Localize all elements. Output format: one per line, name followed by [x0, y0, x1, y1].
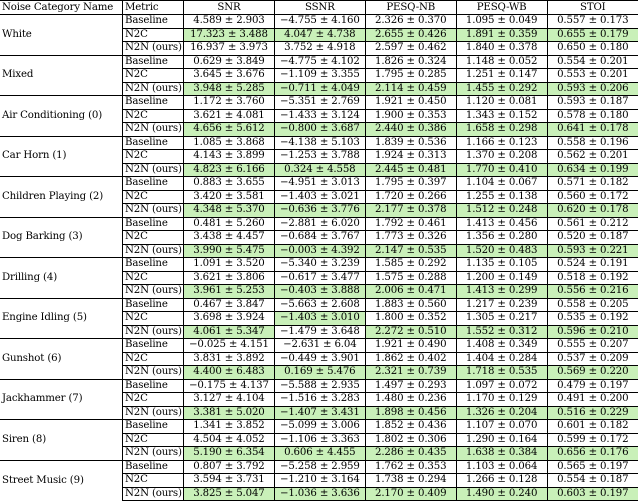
ssnr-value-cell: −1.403 ± 3.021 [274, 190, 365, 204]
ssnr-value-cell: −0.636 ± 3.776 [274, 204, 365, 218]
pesq-nb-value-cell: 1.852 ± 0.436 [365, 420, 456, 434]
ssnr-value-cell: 0.606 ± 4.455 [274, 447, 365, 461]
header-pesq-wb: PESQ-WB [456, 1, 547, 15]
ssnr-value-cell: −5.588 ± 2.935 [274, 379, 365, 393]
pesq-nb-value-cell: 2.655 ± 0.426 [365, 28, 456, 42]
ssnr-value-cell: −5.663 ± 2.608 [274, 298, 365, 312]
pesq-wb-value-cell: 1.840 ± 0.378 [456, 42, 547, 56]
ssnr-value-cell: 4.047 ± 4.738 [274, 28, 365, 42]
snr-value-cell: −0.175 ± 4.137 [184, 379, 275, 393]
pesq-wb-value-cell: 1.095 ± 0.049 [456, 15, 547, 29]
pesq-wb-value-cell: 1.658 ± 0.298 [456, 123, 547, 137]
stoi-value-cell: 0.553 ± 0.201 [547, 69, 638, 83]
snr-value-cell: 4.656 ± 5.612 [184, 123, 275, 137]
ssnr-value-cell: −5.258 ± 2.959 [274, 460, 365, 474]
pesq-nb-value-cell: 1.921 ± 0.490 [365, 339, 456, 353]
snr-value-cell: 4.823 ± 6.166 [184, 163, 275, 177]
table-row [0, 96, 638, 110]
pesq-wb-value-cell: 1.290 ± 0.164 [456, 433, 547, 447]
metric-cell: N2N (ours) [123, 204, 184, 218]
table-row [0, 420, 638, 434]
pesq-wb-value-cell: 1.266 ± 0.128 [456, 474, 547, 488]
metric-cell: Baseline [123, 15, 184, 29]
pesq-wb-value-cell: 1.217 ± 0.239 [456, 298, 547, 312]
ssnr-value-cell: −0.617 ± 3.477 [274, 271, 365, 285]
snr-value-cell: 3.825 ± 5.047 [184, 487, 275, 501]
stoi-value-cell: 0.535 ± 0.192 [547, 312, 638, 326]
snr-value-cell: 0.467 ± 3.847 [184, 298, 275, 312]
pesq-nb-value-cell: 1.795 ± 0.285 [365, 69, 456, 83]
pesq-nb-value-cell: 1.497 ± 0.293 [365, 379, 456, 393]
metric-cell: N2N (ours) [123, 123, 184, 137]
header-ssnr: SSNR [274, 1, 365, 15]
pesq-nb-value-cell: 1.839 ± 0.536 [365, 136, 456, 150]
ssnr-value-cell: −5.099 ± 3.006 [274, 420, 365, 434]
metric-cell: Baseline [123, 460, 184, 474]
pesq-wb-value-cell: 1.455 ± 0.292 [456, 82, 547, 96]
pesq-nb-value-cell: 1.738 ± 0.294 [365, 474, 456, 488]
snr-value-cell: 3.127 ± 4.104 [184, 393, 275, 407]
pesq-wb-value-cell: 1.891 ± 0.359 [456, 28, 547, 42]
pesq-nb-value-cell: 1.585 ± 0.292 [365, 258, 456, 272]
ssnr-value-cell: −4.951 ± 3.013 [274, 177, 365, 191]
noise-category-cell: Drilling (4) [0, 258, 123, 299]
pesq-nb-value-cell: 2.445 ± 0.481 [365, 163, 456, 177]
stoi-value-cell: 0.655 ± 0.179 [547, 28, 638, 42]
stoi-value-cell: 0.656 ± 0.176 [547, 447, 638, 461]
header-pesq-nb: PESQ-NB [365, 1, 456, 15]
ssnr-value-cell: −1.479 ± 3.648 [274, 325, 365, 339]
pesq-wb-value-cell: 1.770 ± 0.410 [456, 163, 547, 177]
snr-value-cell: 3.621 ± 4.081 [184, 109, 275, 123]
ssnr-value-cell: −0.684 ± 3.767 [274, 231, 365, 245]
snr-value-cell: 3.645 ± 3.676 [184, 69, 275, 83]
table-body [0, 15, 638, 501]
pesq-nb-value-cell: 2.147 ± 0.535 [365, 244, 456, 258]
ssnr-value-cell: −1.407 ± 3.431 [274, 406, 365, 420]
metric-cell: N2N (ours) [123, 325, 184, 339]
stoi-value-cell: 0.554 ± 0.187 [547, 474, 638, 488]
metric-cell: Baseline [123, 298, 184, 312]
ssnr-value-cell: −4.755 ± 4.160 [274, 15, 365, 29]
pesq-wb-value-cell: 1.166 ± 0.123 [456, 136, 547, 150]
stoi-value-cell: 0.561 ± 0.212 [547, 217, 638, 231]
table-row [0, 379, 638, 393]
table-row [0, 177, 638, 191]
pesq-wb-value-cell: 1.170 ± 0.129 [456, 393, 547, 407]
snr-value-cell: 0.883 ± 3.655 [184, 177, 275, 191]
pesq-nb-value-cell: 2.321 ± 0.739 [365, 366, 456, 380]
pesq-nb-value-cell: 2.597 ± 0.462 [365, 42, 456, 56]
pesq-wb-value-cell: 1.413 ± 0.299 [456, 285, 547, 299]
stoi-value-cell: 0.593 ± 0.221 [547, 244, 638, 258]
metric-cell: N2C [123, 352, 184, 366]
stoi-value-cell: 0.558 ± 0.205 [547, 298, 638, 312]
snr-value-cell: 3.831 ± 3.892 [184, 352, 275, 366]
pesq-wb-value-cell: 1.135 ± 0.105 [456, 258, 547, 272]
metric-cell: N2C [123, 312, 184, 326]
pesq-nb-value-cell: 1.575 ± 0.288 [365, 271, 456, 285]
snr-value-cell: 3.961 ± 5.253 [184, 285, 275, 299]
table-row [0, 15, 638, 29]
pesq-wb-value-cell: 1.104 ± 0.067 [456, 177, 547, 191]
pesq-nb-value-cell: 1.792 ± 0.461 [365, 217, 456, 231]
stoi-value-cell: 0.562 ± 0.201 [547, 150, 638, 164]
noise-category-cell: White [0, 15, 123, 56]
stoi-value-cell: 0.571 ± 0.182 [547, 177, 638, 191]
stoi-value-cell: 0.558 ± 0.196 [547, 136, 638, 150]
pesq-wb-value-cell: 1.097 ± 0.072 [456, 379, 547, 393]
table-row [0, 460, 638, 474]
metric-cell: N2N (ours) [123, 82, 184, 96]
metric-cell: N2N (ours) [123, 42, 184, 56]
stoi-value-cell: 0.516 ± 0.229 [547, 406, 638, 420]
header-row [0, 1, 638, 15]
noise-category-cell: Car Horn (1) [0, 136, 123, 177]
snr-value-cell: 3.420 ± 3.581 [184, 190, 275, 204]
ssnr-value-cell: −0.403 ± 3.888 [274, 285, 365, 299]
pesq-wb-value-cell: 1.200 ± 0.149 [456, 271, 547, 285]
metric-cell: N2C [123, 190, 184, 204]
pesq-wb-value-cell: 1.343 ± 0.152 [456, 109, 547, 123]
stoi-value-cell: 0.593 ± 0.206 [547, 82, 638, 96]
table-row [0, 258, 638, 272]
snr-value-cell: 16.937 ± 3.973 [184, 42, 275, 56]
snr-value-cell: 4.348 ± 5.370 [184, 204, 275, 218]
stoi-value-cell: 0.554 ± 0.201 [547, 55, 638, 69]
stoi-value-cell: 0.578 ± 0.180 [547, 109, 638, 123]
metric-cell: N2N (ours) [123, 487, 184, 501]
snr-value-cell: −0.025 ± 4.151 [184, 339, 275, 353]
pesq-nb-value-cell: 2.114 ± 0.459 [365, 82, 456, 96]
metric-cell: N2C [123, 393, 184, 407]
pesq-wb-value-cell: 1.520 ± 0.483 [456, 244, 547, 258]
snr-value-cell: 17.323 ± 3.488 [184, 28, 275, 42]
ssnr-value-cell: 0.169 ± 5.476 [274, 366, 365, 380]
pesq-wb-value-cell: 1.356 ± 0.280 [456, 231, 547, 245]
ssnr-value-cell: −1.403 ± 3.010 [274, 312, 365, 326]
snr-value-cell: 4.400 ± 6.483 [184, 366, 275, 380]
ssnr-value-cell: −1.433 ± 3.124 [274, 109, 365, 123]
metric-cell: N2N (ours) [123, 447, 184, 461]
header-snr: SNR [184, 1, 275, 15]
pesq-nb-value-cell: 1.802 ± 0.306 [365, 433, 456, 447]
metric-cell: N2N (ours) [123, 244, 184, 258]
metric-cell: N2C [123, 271, 184, 285]
pesq-wb-value-cell: 1.120 ± 0.081 [456, 96, 547, 110]
ssnr-value-cell: −1.036 ± 3.636 [274, 487, 365, 501]
snr-value-cell: 3.621 ± 3.806 [184, 271, 275, 285]
metric-cell: N2C [123, 433, 184, 447]
metric-cell: Baseline [123, 379, 184, 393]
metric-cell: Baseline [123, 420, 184, 434]
pesq-wb-value-cell: 1.370 ± 0.208 [456, 150, 547, 164]
metric-cell: N2C [123, 231, 184, 245]
pesq-nb-value-cell: 1.800 ± 0.352 [365, 312, 456, 326]
snr-value-cell: 1.091 ± 3.520 [184, 258, 275, 272]
stoi-value-cell: 0.569 ± 0.220 [547, 366, 638, 380]
metric-cell: N2N (ours) [123, 285, 184, 299]
noise-category-cell: Dog Barking (3) [0, 217, 123, 258]
pesq-wb-value-cell: 1.148 ± 0.052 [456, 55, 547, 69]
pesq-wb-value-cell: 1.512 ± 0.248 [456, 204, 547, 218]
snr-value-cell: 3.381 ± 5.020 [184, 406, 275, 420]
stoi-value-cell: 0.641 ± 0.178 [547, 123, 638, 137]
pesq-nb-value-cell: 1.826 ± 0.324 [365, 55, 456, 69]
pesq-nb-value-cell: 2.177 ± 0.378 [365, 204, 456, 218]
snr-value-cell: 0.629 ± 3.849 [184, 55, 275, 69]
pesq-wb-value-cell: 1.490 ± 0.240 [456, 487, 547, 501]
pesq-nb-value-cell: 1.795 ± 0.397 [365, 177, 456, 191]
stoi-value-cell: 0.650 ± 0.180 [547, 42, 638, 56]
pesq-nb-value-cell: 2.286 ± 0.435 [365, 447, 456, 461]
stoi-value-cell: 0.599 ± 0.172 [547, 433, 638, 447]
pesq-nb-value-cell: 1.924 ± 0.313 [365, 150, 456, 164]
pesq-nb-value-cell: 1.921 ± 0.450 [365, 96, 456, 110]
pesq-nb-value-cell: 1.773 ± 0.326 [365, 231, 456, 245]
stoi-value-cell: 0.537 ± 0.209 [547, 352, 638, 366]
pesq-wb-value-cell: 1.255 ± 0.138 [456, 190, 547, 204]
metric-cell: Baseline [123, 96, 184, 110]
stoi-value-cell: 0.565 ± 0.197 [547, 460, 638, 474]
ssnr-value-cell: −1.210 ± 3.164 [274, 474, 365, 488]
noise-category-cell: Gunshot (6) [0, 339, 123, 380]
pesq-wb-value-cell: 1.404 ± 0.284 [456, 352, 547, 366]
snr-value-cell: 5.190 ± 6.354 [184, 447, 275, 461]
table-row [0, 298, 638, 312]
noise-category-cell: Siren (8) [0, 420, 123, 461]
snr-value-cell: 1.085 ± 3.868 [184, 136, 275, 150]
table-row [0, 339, 638, 353]
noise-category-cell: Jackhammer (7) [0, 379, 123, 420]
ssnr-value-cell: −5.340 ± 3.239 [274, 258, 365, 272]
pesq-wb-value-cell: 1.638 ± 0.384 [456, 447, 547, 461]
stoi-value-cell: 0.491 ± 0.200 [547, 393, 638, 407]
metric-cell: Baseline [123, 339, 184, 353]
noise-category-cell: Engine Idling (5) [0, 298, 123, 339]
pesq-wb-value-cell: 1.552 ± 0.312 [456, 325, 547, 339]
pesq-nb-value-cell: 2.440 ± 0.386 [365, 123, 456, 137]
snr-value-cell: 4.061 ± 5.347 [184, 325, 275, 339]
stoi-value-cell: 0.603 ± 0.197 [547, 487, 638, 501]
stoi-value-cell: 0.520 ± 0.187 [547, 231, 638, 245]
stoi-value-cell: 0.557 ± 0.173 [547, 15, 638, 29]
ssnr-value-cell: −4.775 ± 4.102 [274, 55, 365, 69]
noise-category-cell: Street Music (9) [0, 460, 123, 501]
metric-cell: Baseline [123, 136, 184, 150]
pesq-wb-value-cell: 1.718 ± 0.535 [456, 366, 547, 380]
snr-value-cell: 3.594 ± 3.731 [184, 474, 275, 488]
snr-value-cell: 3.438 ± 4.457 [184, 231, 275, 245]
header-metric: Metric [123, 1, 184, 15]
metric-cell: Baseline [123, 177, 184, 191]
stoi-value-cell: 0.634 ± 0.199 [547, 163, 638, 177]
header-noise-category: Noise Category Name [0, 1, 123, 15]
pesq-wb-value-cell: 1.251 ± 0.147 [456, 69, 547, 83]
ssnr-value-cell: −0.800 ± 3.687 [274, 123, 365, 137]
metric-cell: N2C [123, 28, 184, 42]
ssnr-value-cell: −1.106 ± 3.363 [274, 433, 365, 447]
stoi-value-cell: 0.560 ± 0.172 [547, 190, 638, 204]
stoi-value-cell: 0.620 ± 0.178 [547, 204, 638, 218]
metric-cell: N2N (ours) [123, 163, 184, 177]
pesq-nb-value-cell: 2.006 ± 0.471 [365, 285, 456, 299]
ssnr-value-cell: −2.631 ± 6.04 [274, 339, 365, 353]
metric-cell: N2C [123, 150, 184, 164]
pesq-wb-value-cell: 1.107 ± 0.070 [456, 420, 547, 434]
table-row [0, 55, 638, 69]
stoi-value-cell: 0.479 ± 0.197 [547, 379, 638, 393]
ssnr-value-cell: 3.752 ± 4.918 [274, 42, 365, 56]
snr-value-cell: 0.807 ± 3.792 [184, 460, 275, 474]
snr-value-cell: 1.341 ± 3.852 [184, 420, 275, 434]
ssnr-value-cell: −5.351 ± 2.769 [274, 96, 365, 110]
ssnr-value-cell: −2.881 ± 6.020 [274, 217, 365, 231]
table-row [0, 217, 638, 231]
ssnr-value-cell: 0.324 ± 4.558 [274, 163, 365, 177]
metric-cell: Baseline [123, 55, 184, 69]
metric-cell: N2C [123, 474, 184, 488]
stoi-value-cell: 0.596 ± 0.210 [547, 325, 638, 339]
snr-value-cell: 4.589 ± 2.903 [184, 15, 275, 29]
ssnr-value-cell: −4.138 ± 5.103 [274, 136, 365, 150]
snr-value-cell: 0.481 ± 5.260 [184, 217, 275, 231]
metric-cell: N2N (ours) [123, 406, 184, 420]
snr-value-cell: 3.990 ± 5.475 [184, 244, 275, 258]
metric-cell: Baseline [123, 258, 184, 272]
snr-value-cell: 3.698 ± 3.924 [184, 312, 275, 326]
metric-cell: Baseline [123, 217, 184, 231]
ssnr-value-cell: −0.449 ± 3.901 [274, 352, 365, 366]
stoi-value-cell: 0.556 ± 0.216 [547, 285, 638, 299]
snr-value-cell: 3.948 ± 5.285 [184, 82, 275, 96]
ssnr-value-cell: −1.109 ± 3.355 [274, 69, 365, 83]
noise-category-cell: Air Conditioning (0) [0, 96, 123, 137]
ssnr-value-cell: −1.516 ± 3.283 [274, 393, 365, 407]
pesq-nb-value-cell: 2.272 ± 0.510 [365, 325, 456, 339]
noise-category-cell: Children Playing (2) [0, 177, 123, 218]
header-stoi: STOI [547, 1, 638, 15]
pesq-nb-value-cell: 2.326 ± 0.370 [365, 15, 456, 29]
pesq-wb-value-cell: 1.408 ± 0.349 [456, 339, 547, 353]
stoi-value-cell: 0.601 ± 0.182 [547, 420, 638, 434]
stoi-value-cell: 0.555 ± 0.207 [547, 339, 638, 353]
pesq-nb-value-cell: 1.898 ± 0.456 [365, 406, 456, 420]
stoi-value-cell: 0.518 ± 0.192 [547, 271, 638, 285]
pesq-nb-value-cell: 2.170 ± 0.409 [365, 487, 456, 501]
pesq-nb-value-cell: 1.720 ± 0.266 [365, 190, 456, 204]
pesq-wb-value-cell: 1.413 ± 0.456 [456, 217, 547, 231]
pesq-wb-value-cell: 1.103 ± 0.064 [456, 460, 547, 474]
metric-cell: N2C [123, 109, 184, 123]
pesq-nb-value-cell: 1.900 ± 0.353 [365, 109, 456, 123]
snr-value-cell: 4.504 ± 4.052 [184, 433, 275, 447]
ssnr-value-cell: −1.253 ± 3.788 [274, 150, 365, 164]
stoi-value-cell: 0.524 ± 0.191 [547, 258, 638, 272]
pesq-wb-value-cell: 1.305 ± 0.217 [456, 312, 547, 326]
snr-value-cell: 1.172 ± 3.760 [184, 96, 275, 110]
ssnr-value-cell: −0.711 ± 4.049 [274, 82, 365, 96]
metric-cell: N2N (ours) [123, 366, 184, 380]
table-row [0, 136, 638, 150]
pesq-nb-value-cell: 1.862 ± 0.402 [365, 352, 456, 366]
metric-cell: N2C [123, 69, 184, 83]
noise-category-cell: Mixed [0, 55, 123, 96]
stoi-value-cell: 0.593 ± 0.187 [547, 96, 638, 110]
snr-value-cell: 4.143 ± 3.899 [184, 150, 275, 164]
pesq-nb-value-cell: 1.762 ± 0.353 [365, 460, 456, 474]
pesq-nb-value-cell: 1.480 ± 0.236 [365, 393, 456, 407]
ssnr-value-cell: −0.003 ± 4.392 [274, 244, 365, 258]
pesq-nb-value-cell: 1.883 ± 0.560 [365, 298, 456, 312]
pesq-wb-value-cell: 1.326 ± 0.204 [456, 406, 547, 420]
